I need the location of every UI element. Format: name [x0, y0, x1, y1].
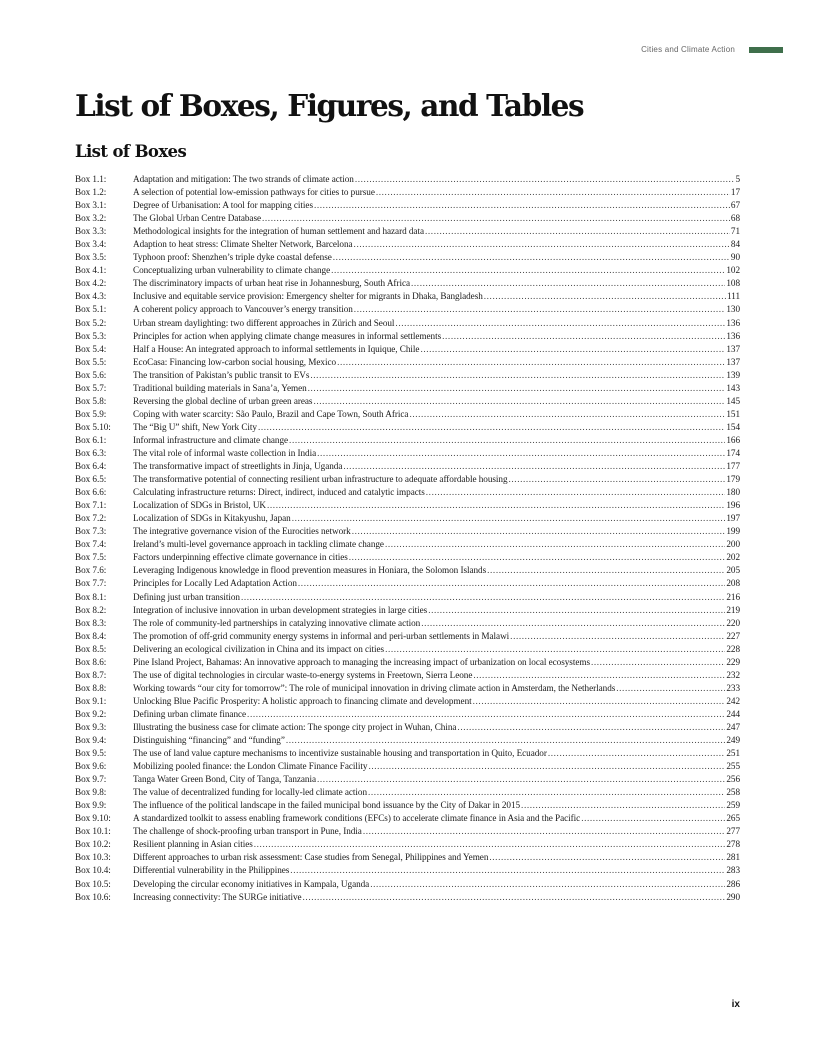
toc-entry-number: Box 7.3: [75, 526, 107, 537]
toc-entry-leader [419, 343, 725, 356]
toc-entry[interactable] [75, 851, 740, 864]
toc-entry-number: Box 9.4: [75, 735, 107, 746]
toc-entry-leader [472, 669, 725, 682]
toc-entry-number: Box 5.1: [75, 304, 107, 315]
toc-entry-page: 137 [726, 343, 740, 354]
toc-entry[interactable] [75, 604, 740, 617]
toc-entry-leader [336, 356, 725, 369]
toc-entry-number: Box 9.1: [75, 695, 107, 706]
toc-entry[interactable] [75, 760, 740, 773]
toc-entry[interactable] [75, 264, 740, 277]
toc-entry-page: 283 [726, 865, 740, 876]
toc-entry-number: Box 7.2: [75, 513, 107, 524]
toc-entry[interactable] [75, 173, 740, 186]
toc-entry-title: Typhoon proof: Shenzhen’s triple dyke coastal defense [133, 252, 332, 263]
toc-entry-page: 143 [726, 382, 740, 393]
toc-entry[interactable] [75, 538, 740, 551]
toc-entry-page: 90 [730, 252, 740, 263]
toc-entry-title: Mobilizing pooled finance: the London Climate Finance Facility [133, 761, 368, 772]
toc-entry-page: 208 [726, 578, 740, 589]
toc-entry-number: Box 5.2: [75, 317, 107, 328]
toc-entry-page: 139 [726, 369, 740, 380]
toc-entry-leader [486, 564, 725, 577]
toc-entry-page: 200 [726, 539, 740, 550]
toc-entry-leader [285, 734, 726, 747]
toc-entry-title: Pine Island Project, Bahamas: An innovative approach to managing the increasing impact of urbanization on local ecosystems [133, 656, 590, 667]
toc-entry-page: 278 [726, 839, 740, 850]
toc-entry[interactable] [75, 695, 740, 708]
toc-entry-number: Box 1.2: [75, 187, 107, 198]
toc-entry-title: Leveraging Indigenous knowledge in flood prevention measures in Honiara, the Solomon Islands [133, 565, 487, 576]
toc-entry-number: Box 8.4: [75, 630, 107, 641]
toc-entry-page: 265 [726, 813, 740, 824]
toc-entry-title: A coherent policy approach to Vancouver’s energy transition [133, 304, 353, 315]
list-of-boxes [75, 173, 740, 904]
toc-entry-title: The promotion of off-grid community energy systems in informal and peri-urban settlements in Malawi [133, 630, 510, 641]
toc-entry-leader [362, 825, 726, 838]
toc-entry[interactable] [75, 551, 740, 564]
toc-entry-title: Factors underpinning effective climate governance in cities [133, 552, 348, 563]
toc-entry[interactable] [75, 721, 740, 734]
toc-entry[interactable] [75, 525, 740, 538]
toc-entry-number: Box 6.1: [75, 434, 107, 445]
toc-entry-leader [384, 538, 725, 551]
toc-entry[interactable] [75, 290, 740, 303]
toc-entry-page: 249 [726, 735, 740, 746]
toc-entry-leader [520, 799, 725, 812]
toc-entry-page: 205 [726, 565, 740, 576]
page-number: ix [731, 999, 740, 1010]
toc-entry-title: Ireland’s multi-level governance approach in tackling climate change [133, 539, 384, 550]
toc-entry-title: A standardized toolkit to assess enabling framework conditions (EFCs) to accelerate climate finance in Asia and the Pacific [133, 813, 581, 824]
toc-entry-page: 255 [726, 761, 740, 772]
toc-entry-page: 108 [726, 278, 740, 289]
toc-entry-title: Unlocking Blue Pacific Prosperity: A holistic approach to financing climate and development [133, 695, 472, 706]
toc-entry-title: Degree of Urbanisation: A tool for mapping cities [133, 200, 313, 211]
toc-entry-title: Adaptation and mitigation: The two strands of climate action [133, 174, 354, 184]
toc-entry-page: 67 [730, 200, 740, 211]
toc-entry-title: Localization of SDGs in Bristol, UK [133, 500, 266, 511]
toc-entry-leader [424, 225, 730, 238]
toc-entry-leader [508, 473, 726, 486]
toc-entry[interactable] [75, 512, 740, 525]
toc-entry-leader [316, 773, 725, 786]
toc-entry-number: Box 5.8: [75, 395, 107, 406]
toc-entry-page: 220 [726, 617, 740, 628]
toc-entry-title: The use of land value capture mechanisms to incentivize sustainable housing and transportation in Quito, Ecuador [133, 748, 547, 759]
toc-entry-number: Box 3.5: [75, 252, 107, 263]
toc-entry[interactable] [75, 421, 740, 434]
toc-entry[interactable] [75, 682, 740, 695]
toc-entry[interactable] [75, 356, 740, 369]
toc-entry-leader [367, 786, 725, 799]
toc-entry-title: Integration of inclusive innovation in urban development strategies in large cities [133, 604, 428, 615]
toc-entry-leader [367, 760, 725, 773]
toc-entry-title: Reversing the global decline of urban green areas [133, 395, 313, 406]
toc-entry-number: Box 10.4: [75, 865, 111, 876]
toc-entry-page: 68 [730, 213, 740, 224]
toc-entry-leader [312, 395, 725, 408]
toc-entry[interactable] [75, 734, 740, 747]
toc-entry[interactable] [75, 864, 740, 877]
toc-entry[interactable] [75, 225, 740, 238]
toc-entry[interactable] [75, 408, 740, 421]
toc-entry-leader [353, 238, 730, 251]
toc-entry-title: Delivering an ecological civilization in China and its impact on cities [133, 643, 385, 654]
toc-entry-number: Box 9.6: [75, 761, 107, 772]
toc-entry-number: Box 10.1: [75, 826, 111, 837]
toc-entry[interactable] [75, 277, 740, 290]
toc-entry-leader [309, 369, 725, 382]
header-accent-bar [749, 47, 783, 53]
toc-entry-number: Box 3.1: [75, 200, 107, 211]
section-title: List of Boxes [75, 142, 187, 161]
toc-entry-number: Box 9.10: [75, 813, 111, 824]
toc-entry-number: Box 9.9: [75, 800, 107, 811]
toc-entry-leader [410, 277, 725, 290]
page-title: List of Boxes, Figures, and Tables [75, 88, 584, 123]
toc-entry-title: The influence of the political landscape in the failed municipal bond issuance by the City of Dakar in 2015 [133, 800, 521, 811]
toc-entry-title: Differential vulnerability in the Philippines [133, 865, 290, 876]
toc-entry-number: Box 7.5: [75, 552, 107, 563]
toc-entry-number: Box 10.5: [75, 878, 111, 889]
toc-entry-leader [615, 682, 725, 695]
toc-entry-page: 145 [726, 395, 740, 406]
toc-entry-number: Box 7.7: [75, 578, 107, 589]
running-header-label: Cities and Climate Action [641, 45, 735, 54]
toc-entry-leader [441, 330, 725, 343]
toc-entry-page: 281 [726, 852, 740, 863]
toc-entry-number: Box 8.5: [75, 643, 107, 654]
toc-entry[interactable] [75, 891, 740, 904]
toc-entry-leader [375, 186, 730, 199]
toc-entry-number: Box 5.7: [75, 382, 107, 393]
toc-entry-leader [332, 251, 730, 264]
toc-entry-page: 199 [726, 526, 740, 537]
toc-entry-leader [302, 891, 726, 904]
toc-entry[interactable] [75, 747, 740, 760]
running-header [641, 45, 783, 54]
toc-entry-number: Box 6.6: [75, 487, 107, 498]
toc-entry-page: 136 [726, 330, 740, 341]
toc-entry[interactable] [75, 212, 740, 225]
toc-entry-title: The transformative impact of streetlights in Jinja, Uganda [133, 461, 343, 472]
toc-entry-title: Principles for Locally Led Adaptation Action [133, 578, 297, 589]
toc-entry-page: 102 [726, 265, 740, 276]
toc-entry-page: 177 [726, 461, 740, 472]
toc-entry-page: 71 [730, 226, 740, 237]
toc-entry-number: Box 5.10: [75, 421, 111, 432]
toc-entry-page: 154 [726, 421, 740, 432]
toc-entry-page: 17 [730, 187, 740, 198]
toc-entry-title: Inclusive and equitable service provision: Emergency shelter for migrants in Dhaka, Bangladesh [133, 291, 483, 302]
toc-entry[interactable] [75, 643, 740, 656]
toc-entry-page: 216 [726, 591, 740, 602]
toc-entry-number: Box 1.1: [75, 174, 107, 184]
toc-entry-leader [288, 434, 725, 447]
toc-entry-title: Traditional building materials in Sana’a, Yemen [133, 382, 307, 393]
toc-entry[interactable] [75, 630, 740, 643]
toc-entry[interactable] [75, 786, 740, 799]
toc-entry-number: Box 5.5: [75, 356, 107, 367]
toc-entry-number: Box 8.7: [75, 669, 107, 680]
toc-entry-page: 228 [726, 643, 740, 654]
toc-entry-number: Box 10.2: [75, 839, 111, 850]
toc-entry[interactable] [75, 447, 740, 460]
toc-entry-title: The discriminatory impacts of urban heat rise in Johannesburg, South Africa [133, 278, 410, 289]
toc-entry-page: 197 [726, 513, 740, 524]
toc-entry-number: Box 5.9: [75, 408, 107, 419]
toc-entry-number: Box 4.1: [75, 265, 107, 276]
toc-entry-leader [266, 499, 725, 512]
toc-entry-title: Resilient planning in Asian cities [133, 839, 253, 850]
toc-entry-title: Illustrating the business case for climate action: The sponge city project in Wuhan, China [133, 721, 457, 732]
toc-entry[interactable] [75, 799, 740, 812]
toc-entry-number: Box 4.2: [75, 278, 107, 289]
toc-entry-leader [307, 382, 726, 395]
toc-entry-leader [353, 303, 726, 316]
toc-entry[interactable] [75, 395, 740, 408]
toc-entry-page: 196 [726, 500, 740, 511]
toc-entry-leader [509, 630, 725, 643]
toc-entry-page: 247 [726, 721, 740, 732]
toc-entry-leader [351, 525, 726, 538]
toc-entry-leader [384, 643, 725, 656]
toc-entry-title: The Global Urban Centre Database [133, 213, 261, 224]
toc-entry-title: Calculating infrastructure returns: Direct, indirect, induced and catalytic impacts [133, 487, 425, 498]
toc-entry-page: 202 [726, 552, 740, 563]
toc-entry-title: Conceptualizing urban vulnerability to climate change [133, 265, 331, 276]
toc-entry-page: 180 [726, 487, 740, 498]
toc-entry-title: The use of digital technologies in circular waste-to-energy systems in Freetown, Sierra Leone [133, 669, 473, 680]
toc-entry-leader [483, 290, 726, 303]
toc-entry[interactable] [75, 251, 740, 264]
toc-entry[interactable] [75, 434, 740, 447]
toc-entry-title: Principles for action when applying climate change measures in informal settlements [133, 330, 442, 341]
toc-entry-leader [369, 878, 725, 891]
toc-entry[interactable] [75, 499, 740, 512]
toc-entry-title: Distinguishing “financing” and “funding” [133, 735, 285, 746]
toc-entry-title: Tanga Water Green Bond, City of Tanga, Tanzania [133, 774, 317, 785]
toc-entry-page: 130 [726, 304, 740, 315]
toc-entry-title: Increasing connectivity: The SURGe initiative [133, 891, 302, 902]
toc-entry-leader [316, 447, 725, 460]
toc-entry[interactable] [75, 656, 740, 669]
toc-entry-page: 244 [726, 708, 740, 719]
toc-entry-title: The transition of Pakistan’s public transit to EVs [133, 369, 310, 380]
toc-entry[interactable] [75, 486, 740, 499]
toc-entry-number: Box 9.7: [75, 774, 107, 785]
toc-entry-page: 286 [726, 878, 740, 889]
toc-entry-number: Box 8.2: [75, 604, 107, 615]
toc-entry[interactable] [75, 577, 740, 590]
toc-entry-number: Box 7.6: [75, 565, 107, 576]
toc-entry-leader [257, 421, 725, 434]
toc-entry[interactable] [75, 330, 740, 343]
toc-entry-title: Methodological insights for the integration of human settlement and hazard data [133, 226, 424, 237]
toc-entry-page: 219 [726, 604, 740, 615]
toc-entry-page: 259 [726, 800, 740, 811]
toc-entry-title: Adaption to heat stress: Climate Shelter Network, Barcelona [133, 239, 353, 250]
toc-entry-title: Defining just urban transition [133, 591, 240, 602]
toc-entry-number: Box 3.2: [75, 213, 107, 224]
toc-entry-leader [472, 695, 726, 708]
toc-entry-title: The vital role of informal waste collection in India [133, 447, 317, 458]
toc-entry-leader [348, 551, 726, 564]
toc-entry-number: Box 7.4: [75, 539, 107, 550]
toc-entry-title: Informal infrastructure and climate change [133, 434, 289, 445]
toc-entry-number: Box 3.3: [75, 226, 107, 237]
toc-entry-leader [253, 838, 726, 851]
toc-entry-leader [289, 864, 725, 877]
toc-entry-number: Box 9.2: [75, 708, 107, 719]
toc-entry[interactable] [75, 460, 740, 473]
toc-entry-number: Box 6.3: [75, 447, 107, 458]
toc-entry-number: Box 8.1: [75, 591, 107, 602]
toc-entry-page: 227 [726, 630, 740, 641]
toc-entry[interactable] [75, 564, 740, 577]
toc-entry-leader [330, 264, 725, 277]
toc-entry-page: 5 [735, 174, 740, 184]
toc-entry-page: 136 [726, 317, 740, 328]
toc-entry-number: Box 10.6: [75, 891, 111, 902]
toc-entry-page: 151 [726, 408, 740, 419]
toc-entry-leader [246, 708, 725, 721]
toc-entry[interactable] [75, 303, 740, 316]
toc-entry-number: Box 10.3: [75, 852, 111, 863]
toc-entry[interactable] [75, 669, 740, 682]
toc-entry[interactable] [75, 708, 740, 721]
toc-entry-title: Defining urban climate finance [133, 708, 247, 719]
toc-entry-number: Box 7.1: [75, 500, 107, 511]
toc-entry[interactable] [75, 825, 740, 838]
toc-entry-page: 232 [726, 669, 740, 680]
toc-entry-title: Different approaches to urban risk assessment: Case studies from Senegal, Philippines and Yemen [133, 852, 489, 863]
toc-entry-number: Box 9.8: [75, 787, 107, 798]
toc-entry-number: Box 6.5: [75, 474, 107, 485]
toc-entry-number: Box 8.3: [75, 617, 107, 628]
toc-entry-title: The “Big U” shift, New York City [133, 421, 257, 432]
toc-entry[interactable] [75, 317, 740, 330]
toc-entry-title: The value of decentralized funding for locally-led climate action [133, 787, 367, 798]
toc-entry-page: 277 [726, 826, 740, 837]
toc-entry[interactable] [75, 617, 740, 630]
toc-entry[interactable] [75, 812, 740, 825]
toc-entry-leader [261, 212, 730, 225]
toc-entry[interactable] [75, 186, 740, 199]
toc-entry-leader [420, 617, 725, 630]
toc-entry-page: 174 [726, 447, 740, 458]
toc-entry-leader [354, 173, 735, 186]
toc-entry[interactable] [75, 878, 740, 891]
toc-entry-leader [425, 486, 726, 499]
toc-entry-number: Box 8.8: [75, 682, 107, 693]
toc-entry-title: The integrative governance vision of the Eurocities network [133, 526, 351, 537]
toc-entry-title: Half a House: An integrated approach to informal settlements in Iquique, Chile [133, 343, 420, 354]
toc-entry-title: The transformative potential of connecting resilient urban infrastructure to adequate affordable housing [133, 474, 508, 485]
toc-entry[interactable] [75, 238, 740, 251]
toc-entry-number: Box 3.4: [75, 239, 107, 250]
toc-entry-title: Coping with water scarcity: São Paulo, Brazil and Cape Town, South Africa [133, 408, 409, 419]
toc-entry-number: Box 5.3: [75, 330, 107, 341]
toc-entry-leader [427, 604, 725, 617]
toc-entry-page: 229 [726, 656, 740, 667]
toc-entry[interactable] [75, 199, 740, 212]
toc-entry-leader [456, 721, 725, 734]
toc-entry-page: 233 [726, 682, 740, 693]
toc-entry-title: The role of community-led partnerships in catalyzing innovative climate action [133, 617, 421, 628]
toc-entry-page: 290 [726, 891, 740, 902]
toc-entry-leader [580, 812, 725, 825]
toc-entry-leader [590, 656, 725, 669]
toc-entry-page: 251 [726, 748, 740, 759]
toc-entry-leader [394, 317, 725, 330]
toc-entry-leader [408, 408, 725, 421]
toc-entry-leader [547, 747, 726, 760]
toc-entry-page: 256 [726, 774, 740, 785]
toc-entry[interactable] [75, 369, 740, 382]
toc-entry-leader [313, 199, 730, 212]
toc-entry-number: Box 5.4: [75, 343, 107, 354]
toc-entry-number: Box 8.6: [75, 656, 107, 667]
toc-entry-title: The challenge of shock-proofing urban transport in Pune, India [133, 826, 362, 837]
toc-entry-leader [291, 512, 726, 525]
toc-entry-title: EcoCasa: Financing low-carbon social housing, Mexico [133, 356, 337, 367]
toc-entry[interactable] [75, 838, 740, 851]
toc-entry-number: Box 9.3: [75, 721, 107, 732]
toc-entry-page: 137 [726, 356, 740, 367]
toc-entry[interactable] [75, 773, 740, 786]
toc-entry-page: 84 [730, 239, 740, 250]
toc-entry-title: A selection of potential low-emission pathways for cities to pursue [133, 187, 375, 198]
toc-entry-page: 242 [726, 695, 740, 706]
toc-entry-title: Localization of SDGs in Kitakyushu, Japan [133, 513, 291, 524]
toc-entry-title: Urban stream daylighting: two different approaches in Zürich and Seoul [133, 317, 395, 328]
toc-entry[interactable] [75, 343, 740, 356]
toc-entry-page: 111 [727, 291, 740, 302]
toc-entry-number: Box 9.5: [75, 748, 107, 759]
toc-entry-title: Developing the circular economy initiatives in Kampala, Uganda [133, 878, 370, 889]
toc-entry-number: Box 5.6: [75, 369, 107, 380]
toc-entry[interactable] [75, 591, 740, 604]
toc-entry-leader [488, 851, 725, 864]
toc-entry[interactable] [75, 473, 740, 486]
toc-entry-leader [342, 460, 725, 473]
toc-entry[interactable] [75, 382, 740, 395]
toc-entry-page: 258 [726, 787, 740, 798]
toc-entry-title: Working towards “our city for tomorrow”: The role of municipal innovation in driving climate action in Amsterdam, the Netherlands [133, 682, 616, 693]
toc-entry-number: Box 6.4: [75, 461, 107, 472]
toc-entry-leader [297, 577, 725, 590]
toc-entry-page: 166 [726, 434, 740, 445]
toc-entry-page: 179 [726, 474, 740, 485]
toc-entry-leader [240, 591, 725, 604]
toc-entry-number: Box 4.3: [75, 291, 107, 302]
